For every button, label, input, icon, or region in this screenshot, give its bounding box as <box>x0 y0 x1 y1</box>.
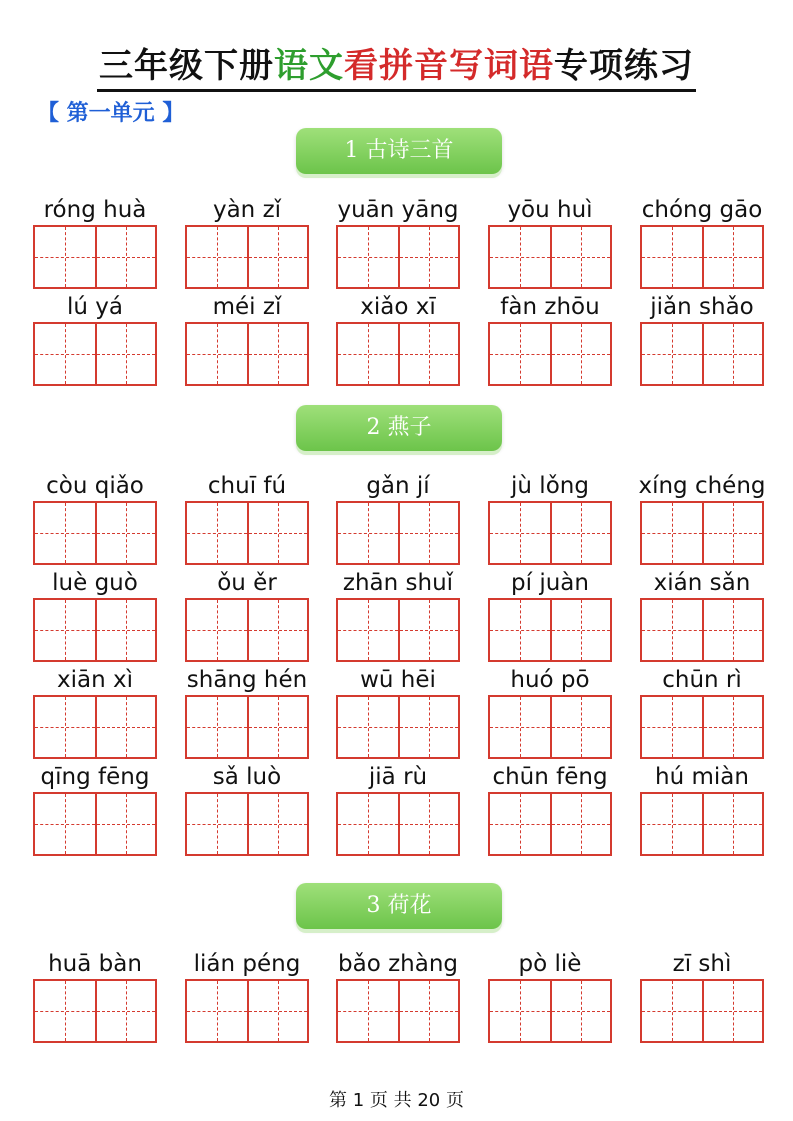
pinyin-label: pí juàn <box>511 570 589 596</box>
tianzige-cell <box>702 981 762 1041</box>
pinyin-label: méi zǐ <box>212 294 282 320</box>
pinyin-label: wū hēi <box>360 667 436 693</box>
tianzige-cell <box>95 600 155 660</box>
pinyin-label: zī shì <box>672 951 732 977</box>
tianzige-cell <box>702 600 762 660</box>
tianzige-cell <box>247 324 307 384</box>
title-part-grade: 三年级下册 <box>99 46 274 86</box>
tianzige-cell <box>398 697 458 757</box>
tianzige-cell <box>490 600 550 660</box>
pinyin-label: huā bàn <box>48 951 142 977</box>
tianzige-cell <box>187 794 247 854</box>
tianzige-cell <box>187 227 247 287</box>
lesson-title: 2 燕子 <box>296 405 502 451</box>
pinyin-label: chūn fēng <box>492 764 608 790</box>
writing-grid <box>488 225 612 289</box>
writing-grid <box>185 501 309 565</box>
tianzige-cell <box>550 981 610 1041</box>
tianzige-cell <box>702 697 762 757</box>
writing-grid <box>33 695 157 759</box>
pinyin-label: róng huà <box>43 197 147 223</box>
writing-grid <box>33 598 157 662</box>
pinyin-label: shāng hén <box>186 667 308 693</box>
tianzige-cell <box>642 600 702 660</box>
writing-grid <box>488 695 612 759</box>
pinyin-label: xiān xì <box>57 667 133 693</box>
tianzige-cell <box>550 227 610 287</box>
tianzige-cell <box>95 503 155 563</box>
writing-grid <box>488 598 612 662</box>
writing-grid <box>336 501 460 565</box>
tianzige-cell <box>338 227 398 287</box>
tianzige-cell <box>187 600 247 660</box>
writing-grid <box>336 979 460 1043</box>
lesson-title: 1 古诗三首 <box>296 128 502 174</box>
tianzige-cell <box>95 697 155 757</box>
tianzige-cell <box>642 697 702 757</box>
writing-grid <box>488 792 612 856</box>
tianzige-cell <box>35 794 95 854</box>
tianzige-cell <box>187 981 247 1041</box>
tianzige-cell <box>702 794 762 854</box>
tianzige-cell <box>95 981 155 1041</box>
tianzige-cell <box>550 324 610 384</box>
writing-grid <box>488 322 612 386</box>
tianzige-cell <box>490 981 550 1041</box>
pinyin-label: zhān shuǐ <box>342 570 454 596</box>
writing-grid <box>185 225 309 289</box>
tianzige-cell <box>490 503 550 563</box>
writing-grid <box>640 979 764 1043</box>
tianzige-cell <box>490 697 550 757</box>
writing-grid <box>488 979 612 1043</box>
pinyin-label: jiā rù <box>368 764 428 790</box>
tianzige-cell <box>702 324 762 384</box>
writing-grid <box>185 792 309 856</box>
writing-grid <box>640 598 764 662</box>
tianzige-cell <box>338 324 398 384</box>
pinyin-label: yàn zǐ <box>212 197 282 223</box>
writing-grid <box>33 501 157 565</box>
tianzige-cell <box>247 600 307 660</box>
tianzige-cell <box>338 981 398 1041</box>
tianzige-cell <box>642 324 702 384</box>
writing-grid <box>488 501 612 565</box>
tianzige-cell <box>702 503 762 563</box>
tianzige-cell <box>187 503 247 563</box>
pinyin-label: qīng fēng <box>40 764 150 790</box>
pinyin-label: xíng chéng <box>638 473 766 499</box>
tianzige-cell <box>247 981 307 1041</box>
tianzige-cell <box>550 794 610 854</box>
tianzige-cell <box>35 227 95 287</box>
tianzige-cell <box>95 324 155 384</box>
tianzige-cell <box>35 324 95 384</box>
pinyin-label: chuī fú <box>207 473 287 499</box>
tianzige-cell <box>398 227 458 287</box>
page-footer: 第 1 页 共 20 页 <box>329 1090 464 1111</box>
pinyin-label: ǒu ěr <box>217 570 277 596</box>
tianzige-cell <box>702 227 762 287</box>
tianzige-cell <box>247 227 307 287</box>
title-part-subject: 语文 <box>274 46 344 86</box>
writing-grid <box>185 695 309 759</box>
pinyin-label: còu qiǎo <box>46 473 144 499</box>
writing-grid <box>336 792 460 856</box>
tianzige-cell <box>338 697 398 757</box>
writing-grid <box>640 792 764 856</box>
tianzige-cell <box>338 794 398 854</box>
tianzige-cell <box>398 981 458 1041</box>
tianzige-cell <box>642 794 702 854</box>
tianzige-cell <box>398 503 458 563</box>
tianzige-cell <box>490 227 550 287</box>
tianzige-cell <box>338 600 398 660</box>
writing-grid <box>185 979 309 1043</box>
writing-grid <box>33 225 157 289</box>
tianzige-cell <box>247 794 307 854</box>
tianzige-cell <box>35 600 95 660</box>
pinyin-label: xiǎo xī <box>360 294 436 320</box>
title-part-task: 看拼音写词语 <box>344 46 554 86</box>
writing-grid <box>185 322 309 386</box>
pinyin-label: jù lǒng <box>511 473 589 499</box>
tianzige-cell <box>490 324 550 384</box>
tianzige-cell <box>398 794 458 854</box>
pinyin-label: fàn zhōu <box>500 294 600 320</box>
pinyin-label: chūn rì <box>662 667 742 693</box>
tianzige-cell <box>338 503 398 563</box>
pinyin-label: yuān yāng <box>337 197 459 223</box>
writing-grid <box>336 225 460 289</box>
writing-grid <box>336 598 460 662</box>
tianzige-cell <box>550 697 610 757</box>
tianzige-cell <box>550 503 610 563</box>
tianzige-cell <box>642 981 702 1041</box>
tianzige-cell <box>550 600 610 660</box>
tianzige-cell <box>187 324 247 384</box>
pinyin-label: luè guò <box>52 570 138 596</box>
pinyin-label: lú yá <box>67 294 123 320</box>
pinyin-label: yōu huì <box>507 197 593 223</box>
writing-grid <box>640 501 764 565</box>
writing-grid <box>33 979 157 1043</box>
pinyin-label: huó pō <box>510 667 590 693</box>
tianzige-cell <box>35 981 95 1041</box>
pinyin-label: pò liè <box>518 951 582 977</box>
writing-grid <box>640 695 764 759</box>
lesson-title: 3 荷花 <box>296 883 502 929</box>
writing-grid <box>185 598 309 662</box>
tianzige-cell <box>642 503 702 563</box>
pinyin-label: sǎ luò <box>212 764 282 790</box>
tianzige-cell <box>95 794 155 854</box>
tianzige-cell <box>398 600 458 660</box>
writing-grid <box>336 695 460 759</box>
tianzige-cell <box>398 324 458 384</box>
pinyin-label: gǎn jí <box>366 473 430 499</box>
pinyin-label: jiǎn shǎo <box>650 294 754 320</box>
unit-label: 【 第一单元 】 <box>37 100 185 126</box>
tianzige-cell <box>247 503 307 563</box>
pinyin-label: xián sǎn <box>653 570 751 596</box>
pinyin-label: bǎo zhàng <box>338 951 458 977</box>
pinyin-label: hú miàn <box>655 764 749 790</box>
tianzige-cell <box>642 227 702 287</box>
tianzige-cell <box>490 794 550 854</box>
writing-grid <box>640 225 764 289</box>
writing-grid <box>33 322 157 386</box>
writing-grid <box>33 792 157 856</box>
tianzige-cell <box>35 503 95 563</box>
writing-grid <box>640 322 764 386</box>
tianzige-cell <box>35 697 95 757</box>
tianzige-cell <box>95 227 155 287</box>
title-part-practice: 专项练习 <box>554 46 694 86</box>
tianzige-cell <box>247 697 307 757</box>
pinyin-label: lián péng <box>193 951 301 977</box>
writing-grid <box>336 322 460 386</box>
page-title <box>0 44 793 92</box>
pinyin-label: chóng gāo <box>641 197 763 223</box>
tianzige-cell <box>187 697 247 757</box>
